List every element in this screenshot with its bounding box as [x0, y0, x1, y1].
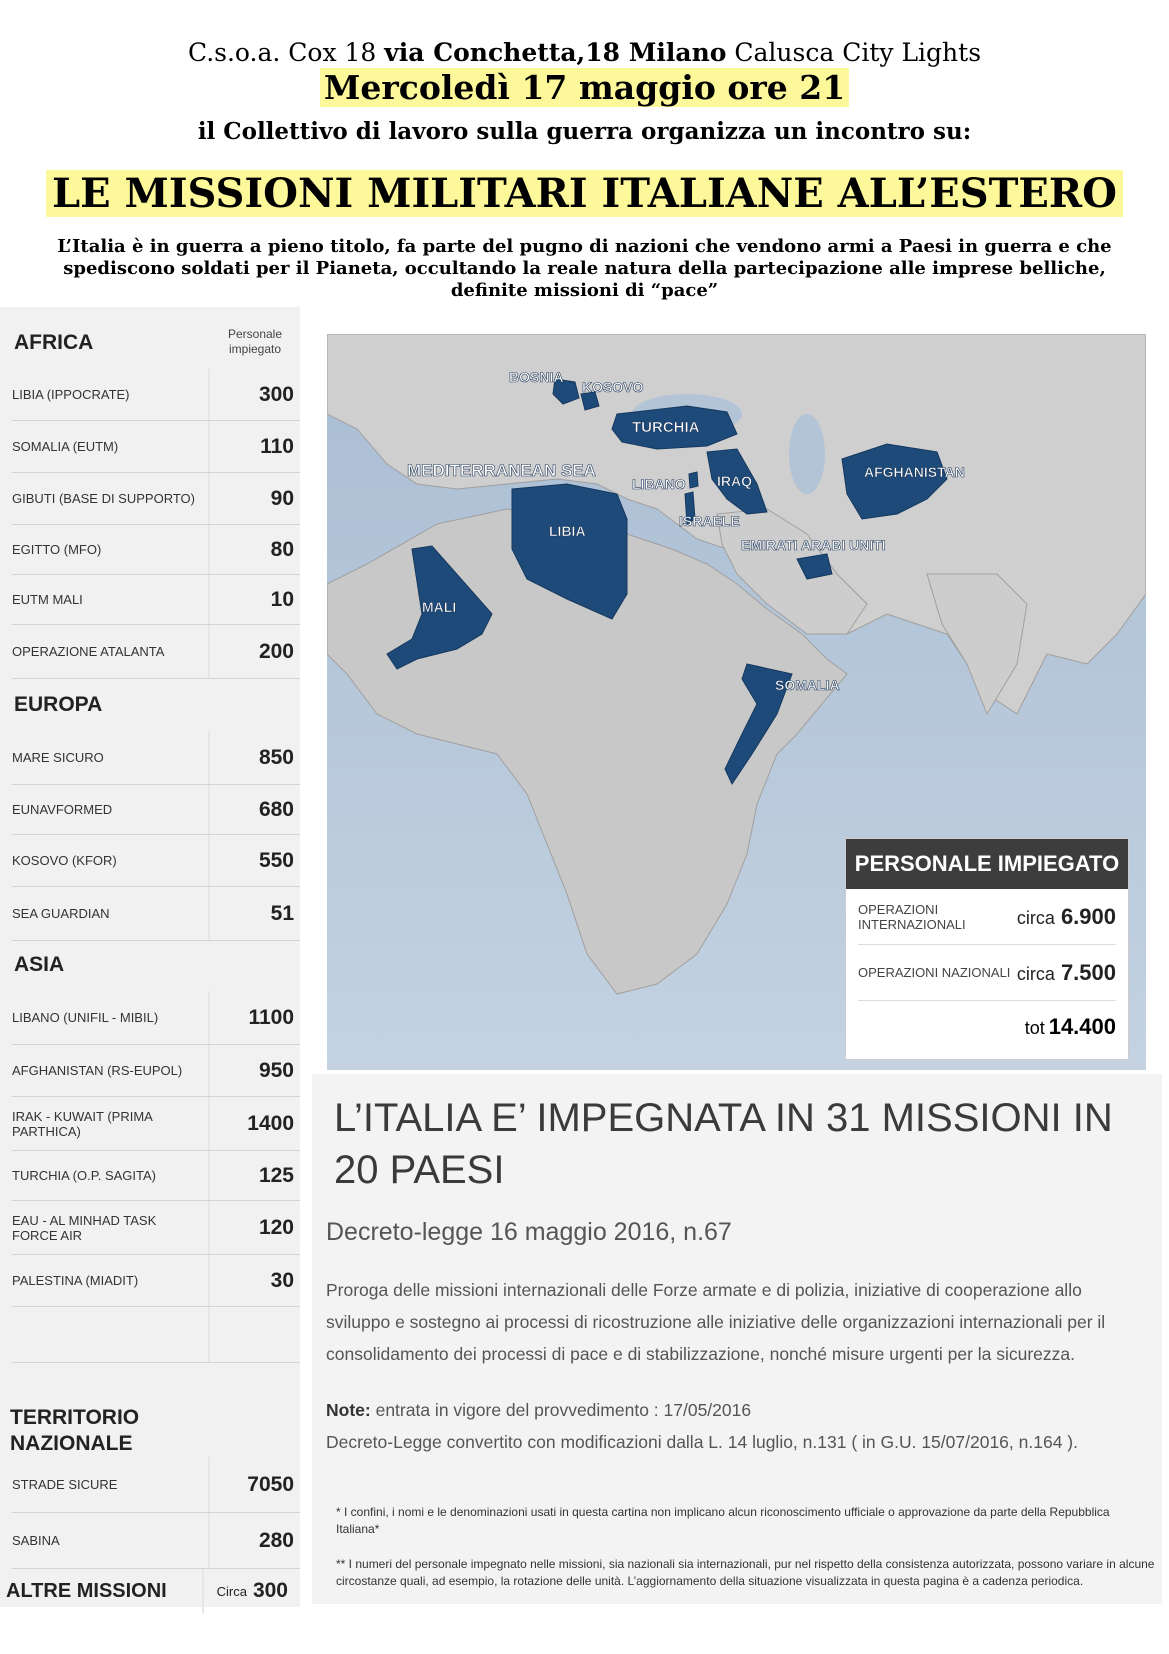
- table-row-altre: ALTRE MISSIONI Circa 300: [6, 1569, 294, 1613]
- footnote-borders: * I confini, i nomi e le denominazioni usati in questa cartina non implicano alcun riconoscimento ufficiale o approvazione da parte della Repubblica Italiana*: [336, 1505, 1110, 1536]
- table-row: EGITTO (MFO) 80: [12, 525, 300, 575]
- table-row-empty: [12, 1307, 300, 1363]
- summary-title: PERSONALE IMPIEGATO: [846, 839, 1128, 889]
- table-row: STRADE SICURE 7050: [12, 1457, 300, 1513]
- event-date: Mercoledì 17 maggio ore 21: [0, 68, 1169, 107]
- section-asia: ASIA: [14, 953, 65, 976]
- table-row: SEA GUARDIAN 51: [12, 887, 300, 941]
- section-territorio: TERRITORIO NAZIONALE: [10, 1406, 140, 1455]
- missions-table: [0, 307, 300, 1607]
- summary-row-international: OPERAZIONI INTERNAZIONALI circa 6.900: [858, 889, 1116, 945]
- label-libano: LIBANO: [632, 476, 686, 492]
- table-row: AFGHANISTAN (RS-EUPOL) 950: [12, 1045, 300, 1097]
- table-row: MARE SICURO 850: [12, 731, 300, 785]
- personnel-summary: [845, 838, 1129, 1060]
- decree-panel: [312, 1074, 1162, 1604]
- section-europa: EUROPA: [14, 693, 103, 716]
- table-row: LIBANO (UNIFIL - MIBIL) 1100: [12, 991, 300, 1045]
- table-row: EAU - AL MINHAD TASK FORCE AIR 120: [12, 1201, 300, 1255]
- venue-bookshop: Calusca City Lights: [726, 38, 982, 67]
- venue-name: C.s.o.a. Cox 18: [187, 38, 385, 67]
- venue-line: [0, 38, 1169, 67]
- label-mali: MALI: [422, 599, 457, 615]
- organizer-line: il Collettivo di lavoro sulla guerra organizza un incontro su:: [197, 118, 972, 145]
- table-row: PALESTINA (MIADIT) 30: [12, 1255, 300, 1307]
- label-emirati: EMIRATI ARABI UNITI: [741, 537, 886, 553]
- summary-row-national: OPERAZIONI NAZIONALI circa 7.500: [858, 945, 1116, 1001]
- decree-title: Decreto-legge 16 maggio 2016, n.67: [326, 1218, 732, 1246]
- label-libia: LIBIA: [549, 523, 586, 539]
- caspian-sea: [789, 414, 825, 494]
- headline: L’ITALIA E’ IMPEGNATA IN 31 MISSIONI IN 20 PAESI: [334, 1096, 1113, 1192]
- table-row: GIBUTI (BASE DI SUPPORTO) 90: [12, 473, 300, 525]
- table-row: EUNAVFORMED 680: [12, 785, 300, 835]
- table-row: IRAK - KUWAIT (PRIMA PARTHICA) 1400: [12, 1097, 300, 1151]
- label-kosovo: KOSOVO: [582, 379, 644, 395]
- footnote-numbers: ** I numeri del personale impegnato nelle missioni, sia nazionali sia internazionali, pur nel rispetto della consistenza autorizzata, possono variare in alcune circostanze quali, ad esempio, la rotazione delle unità. L’aggiornamento della situazione visualizzata in questa pagina è a cadenza periodica.: [336, 1557, 1155, 1588]
- label-iraq: IRAQ: [717, 473, 752, 489]
- venue-address: via Conchetta,18 Milano: [384, 38, 727, 67]
- highlight-libano: [689, 472, 698, 488]
- section-africa: AFRICA: [14, 331, 94, 354]
- label-mediterranean: MEDITERRANEAN SEA: [407, 461, 596, 480]
- intro-text: L’Italia è in guerra a pieno titolo, fa parte del pugno di nazioni che vendono armi a Paesi in guerra e che spediscono soldati per il Pianeta, occultando la reale natura della partecipazione alle imprese belliche, definite missioni di “pace”: [57, 236, 1112, 301]
- decree-body: Proroga delle missioni internazionali delle Forze armate e di polizia, iniziative di cooperazione allo sviluppo e sostegno ai processi di ricostruzione alle iniziative delle organizzazioni internazionali per il consolidamento dei processi di pace e di stabilizzazione, nonché misure urgenti per la sicurezza.: [326, 1280, 1106, 1364]
- label-afghanistan: AFGHANISTAN: [864, 464, 965, 480]
- column-header: Personale impiegato: [227, 327, 283, 356]
- table-row: TURCHIA (O.P. SAGITA) 125: [12, 1151, 300, 1201]
- label-turchia: TURCHIA: [632, 419, 700, 436]
- table-row: OPERAZIONE ATALANTA 200: [12, 625, 300, 679]
- decree-notes: Note: entrata in vigore del provvedimento : 17/05/2016 Decreto-Legge convertito con modificazioni dalla L. 14 luglio, n.131 ( in G.U. 15/07/2016, n.164 ).: [326, 1400, 1078, 1452]
- table-row: EUTM MALI 10: [12, 575, 300, 625]
- label-bosnia: BOSNIA: [509, 369, 564, 385]
- table-row: LIBIA (IPPOCRATE) 300: [12, 369, 300, 421]
- table-row: SOMALIA (EUTM) 110: [12, 421, 300, 473]
- label-somalia: SOMALIA: [775, 677, 840, 693]
- label-israele: ISRAELE: [679, 513, 740, 529]
- table-row: KOSOVO (KFOR) 550: [12, 835, 300, 887]
- summary-total: tot 14.400: [1024, 1014, 1116, 1039]
- table-row: SABINA 280: [12, 1513, 300, 1569]
- event-title: LE MISSIONI MILITARI ITALIANE ALL’ESTERO: [0, 170, 1169, 217]
